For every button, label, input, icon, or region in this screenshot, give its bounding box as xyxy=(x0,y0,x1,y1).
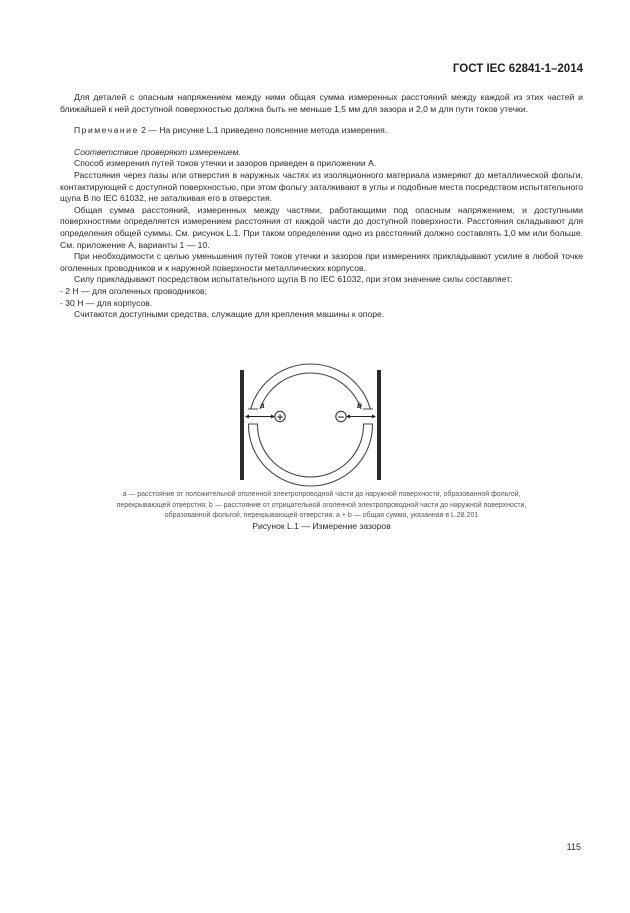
page-number: 115 xyxy=(566,842,581,852)
caption-line-3: образованной фольгой, перекрывающей отверстия; a + b — общая сумма, указанная в L.28.201 xyxy=(164,512,479,519)
left-foil-plate xyxy=(240,370,244,480)
paragraph-1: Для деталей с опасным напряжением между ними общая сумма измеренных расстояний между каждой из этих частей и ближайшей к ней доступной поверхностью должна быть не меньше 1,5 мм для зазора и 2,0 м для пути токов утечки. xyxy=(60,92,583,114)
paragraph-3: Расстояния через пазы или отверстия в наружных частях из изоляционного материала измеряют до металлической фольги, контактирующей с доступной поверхностью, при этом фольгу заталкивают в углы и подобные места посредством испытательного щупа В по IEC 61032, не заталкивая его в отверстия. xyxy=(60,169,583,204)
caption-line-2: перекрывающей отверстия; b — расстояние от отрицательной оголенной электропроводной части до наружной поверхности, xyxy=(116,501,527,509)
paragraph-6: Силу прикладывают посредством испытательного щупа В по IEC 61032, при этом значение силы составляет: xyxy=(74,274,513,285)
list-item-1: - 2 Н — для оголенных проводников; xyxy=(60,285,207,296)
paragraph-2: Способ измерения путей токов утечки и зазоров приведен в приложении А. xyxy=(74,158,377,169)
note-text: 2 — На рисунке L.1 приведено пояснение метода измерения. xyxy=(138,125,388,136)
list-item-2: - 30 Н — для корпусов. xyxy=(60,297,153,308)
document-header: ГОСТ IEC 62841-1–2014 xyxy=(452,63,583,75)
plus-sign: + xyxy=(276,412,284,423)
figure-title: Рисунок L.1 — Измерение зазоров xyxy=(252,521,391,531)
right-foil-plate xyxy=(377,370,381,480)
paragraph-5: При необходимости с целью уменьшения путей токов утечки и зазоров при измерениях прикладывают усилие в любой точке оголенных проводников и к наружной поверхности металлических корпусов. xyxy=(60,251,583,273)
clearance-figure xyxy=(230,360,405,490)
paragraph-7: Считаются доступными средства, служащие для крепления машины к опоре. xyxy=(74,309,385,320)
figure-caption xyxy=(60,490,583,522)
paragraph-4: Общая сумма расстояний, измеренных между частями, работающими под опасным напряжением, и доступными поверхностями определяется измерением расстояния от каждой части до доступной поверхности. Расстояния складывают для определения общей суммы. См. рисунок L.1. При таком определении одно из расстояний должно составлять 1,0 мм или больше. См. приложение А, варианты 1 — 10. xyxy=(60,204,583,250)
body-text xyxy=(60,92,583,321)
minus-sign: − xyxy=(337,412,345,423)
compliance-line: Соответствие проверяют измерением. xyxy=(74,146,241,157)
caption-line-1: a — расстояние от положительной оголенной электропроводной части до наружной поверхности, образованной фольгой, xyxy=(122,491,521,498)
note-prefix: Примечание xyxy=(74,125,139,136)
note xyxy=(60,125,583,137)
enclosure-ring xyxy=(249,364,373,486)
label-a: a xyxy=(260,401,265,410)
label-b: b xyxy=(357,401,362,410)
